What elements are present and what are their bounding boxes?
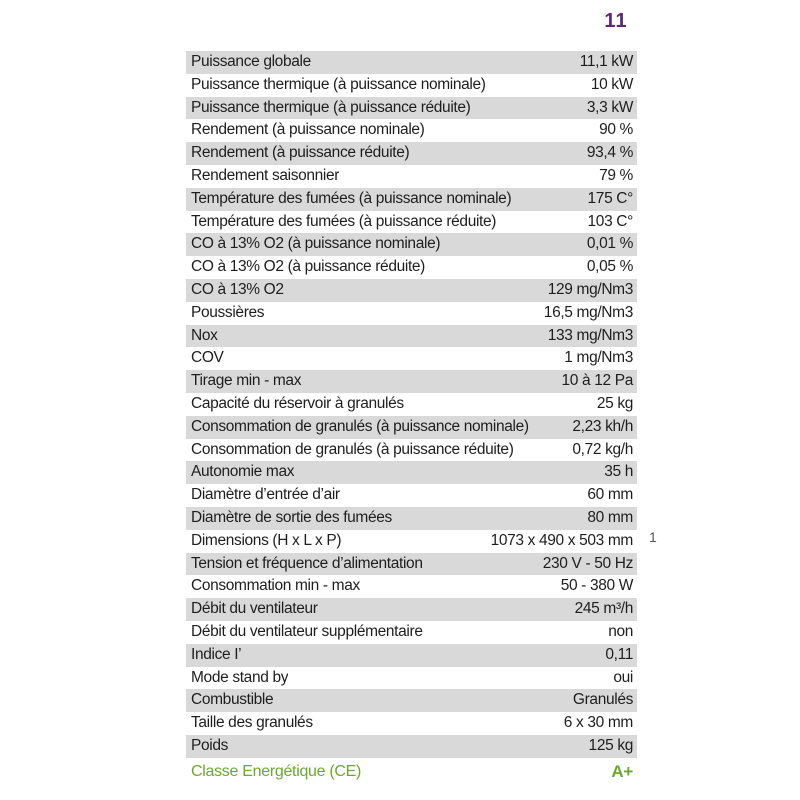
spec-row [186, 279, 637, 302]
spec-value: 6 x 30 mm [563, 714, 633, 732]
spec-label: Autonomie max [191, 463, 295, 481]
spec-value: 60 mm [587, 486, 633, 504]
spec-label: Température des fumées (à puissance réduite) [191, 212, 497, 230]
spec-value: 0,01 % [586, 235, 633, 253]
spec-label: COV [191, 349, 224, 367]
spec-label: Débit du ventilateur [191, 600, 318, 618]
spec-value: Granulés [572, 691, 633, 709]
spec-label: Dimensions (H x L x P) [191, 531, 342, 549]
spec-value: 175 C° [587, 189, 633, 207]
spec-row [186, 233, 637, 256]
spec-value: 3,3 kW [586, 98, 633, 116]
spec-label: Puissance thermique (à puissance réduite) [191, 98, 471, 116]
spec-label: Tirage min - max [191, 372, 302, 390]
energy-class-row [186, 760, 637, 784]
spec-label: Puissance thermique (à puissance nominale) [191, 75, 486, 93]
spec-label: CO à 13% O2 (à puissance nominale) [191, 235, 441, 253]
spec-value: 129 mg/Nm3 [547, 280, 633, 298]
spec-value: 0,72 kg/h [572, 440, 633, 458]
spec-label: Puissance globale [191, 53, 311, 70]
spec-value: 1073 x 490 x 503 mm [490, 531, 633, 549]
spec-row [186, 119, 637, 142]
spec-value: 93,4 % [586, 144, 633, 162]
spec-value: 2,23 kh/h [572, 417, 633, 435]
spec-row [186, 188, 637, 211]
spec-value: 133 mg/Nm3 [547, 326, 633, 344]
spec-row [186, 598, 637, 621]
spec-row [186, 97, 637, 120]
spec-row [186, 689, 637, 712]
spec-value: oui [613, 668, 633, 686]
spec-label: Rendement saisonnier [191, 166, 340, 184]
spec-label: Rendement (à puissance nominale) [191, 121, 425, 139]
spec-label: Consommation de granulés (à puissance nominale) [191, 417, 529, 435]
spec-value: 1 mg/Nm3 [564, 349, 633, 367]
spec-label: Mode stand by [191, 668, 289, 686]
spec-row [186, 416, 637, 439]
spec-value: 230 V - 50 Hz [542, 554, 633, 572]
spec-row [186, 302, 637, 325]
spec-label: Diamètre de sortie des fumées [191, 508, 392, 526]
spec-row [186, 621, 637, 644]
spec-row [186, 325, 637, 348]
spec-value: 35 h [604, 463, 633, 481]
spec-row [186, 347, 637, 370]
spec-label: CO à 13% O2 (à puissance réduite) [191, 258, 425, 276]
spec-row [186, 51, 637, 74]
spec-label: Poids [191, 736, 229, 754]
spec-value: 125 kg [588, 736, 633, 754]
spec-label: Tension et fréquence d’alimentation [191, 554, 423, 572]
spec-value: 50 - 380 W [560, 577, 633, 595]
spec-row [186, 211, 637, 234]
spec-label: Consommation min - max [191, 577, 360, 595]
spec-value: 103 C° [587, 212, 633, 230]
spec-label: Nox [191, 326, 218, 344]
spec-table [186, 51, 637, 758]
spec-value: non [608, 622, 633, 640]
stray-mark: 1 [649, 529, 657, 545]
spec-row [186, 256, 637, 279]
spec-row [186, 439, 637, 462]
spec-label: CO à 13% O2 [191, 280, 284, 298]
spec-row [186, 575, 637, 598]
spec-row [186, 370, 637, 393]
spec-row [186, 644, 637, 667]
model-number: 11 [604, 10, 628, 32]
spec-value: 0,11 [605, 645, 633, 663]
spec-row [186, 484, 637, 507]
spec-value: 11,1 kW [579, 53, 633, 70]
spec-label: Capacité du réservoir à granulés [191, 394, 404, 412]
spec-value: 245 m³/h [574, 600, 633, 618]
spec-value: 10 à 12 Pa [561, 372, 633, 390]
spec-row [186, 530, 637, 553]
spec-value: 90 % [599, 121, 633, 139]
spec-row [186, 507, 637, 530]
spec-label: Débit du ventilateur supplémentaire [191, 622, 423, 640]
spec-value: 16,5 mg/Nm3 [543, 303, 633, 321]
spec-value: 80 mm [587, 508, 633, 526]
energy-class-label: Classe Energétique (CE) [191, 763, 362, 780]
spec-value: 10 kW [590, 75, 633, 93]
spec-value: 25 kg [596, 394, 633, 412]
energy-class-value: A+ [611, 762, 633, 781]
spec-label: Taille des granulés [191, 714, 313, 732]
spec-row [186, 712, 637, 735]
spec-row [186, 165, 637, 188]
spec-label: Température des fumées (à puissance nominale) [191, 189, 512, 207]
spec-label: Consommation de granulés (à puissance réduite) [191, 440, 514, 458]
spec-label: Combustible [191, 691, 274, 709]
spec-row [186, 735, 637, 758]
spec-row [186, 461, 637, 484]
spec-row [186, 393, 637, 416]
spec-value: 79 % [599, 166, 633, 184]
spec-label: Rendement (à puissance réduite) [191, 144, 410, 162]
spec-row [186, 667, 637, 690]
spec-row [186, 74, 637, 97]
spec-value: 0,05 % [586, 258, 633, 276]
spec-label: Indice I’ [191, 645, 242, 663]
spec-row [186, 553, 637, 576]
spec-label: Diamètre d’entrée d’air [191, 486, 340, 504]
spec-row [186, 142, 637, 165]
spec-label: Poussières [191, 303, 265, 321]
